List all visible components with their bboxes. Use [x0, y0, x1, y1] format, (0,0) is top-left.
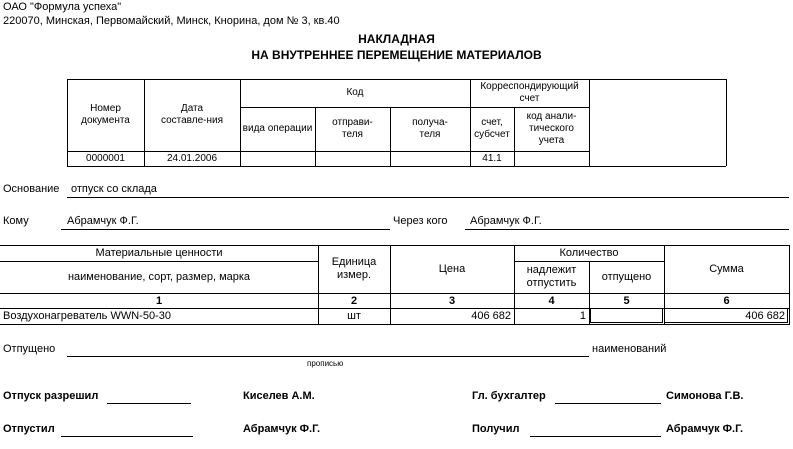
account-value: 41.1 [482, 152, 502, 164]
corr-account-label: Корреспондирующий счет [480, 81, 579, 104]
col-number-4: 4 [548, 294, 555, 307]
date-label: Дата составле-ния [160, 103, 224, 126]
doc-title-line1: НАКЛАДНАЯ [358, 32, 435, 46]
to-value: Абрамчук Ф.Г. [67, 215, 139, 227]
allowed-name: Киселев А.М. [243, 390, 315, 402]
org-address: 220070, Минская, Первомайский, Минск, Кнорина, дом № 3, кв.40 [3, 15, 340, 27]
date-value: 24.01.2006 [166, 152, 218, 164]
sender-label: отправи-теля [332, 117, 373, 140]
receiver-label: получа-теля [412, 117, 448, 140]
received-label: Получил [472, 423, 520, 435]
via-value: Абрамчук Ф.Г. [470, 215, 542, 227]
name-label: наименование, сорт, размер, марка [67, 271, 251, 283]
released-hint: прописью [307, 359, 344, 368]
org-name: ОАО "Формула успеха" [3, 1, 122, 13]
analytic-code-label: код анали-тического учета [526, 111, 577, 146]
released-total-label: Отпущено [3, 343, 56, 355]
basis-label: Основание [3, 183, 60, 195]
operation-type-label: вида операции [242, 123, 313, 134]
chief-accountant-signature-line [555, 403, 661, 404]
sum-label: Сумма [709, 263, 744, 275]
code-label: Код [346, 87, 364, 98]
material-label: Материальные ценности [95, 247, 223, 259]
quantity-label: Количество [559, 247, 619, 259]
allowed-signature-line [107, 403, 191, 404]
col-number-1: 1 [155, 294, 163, 307]
allowed-label: Отпуск разрешил [3, 390, 99, 402]
col-number-6: 6 [723, 294, 730, 307]
received-signature-line [530, 436, 661, 437]
doc-number-label: Номер документа [81, 103, 130, 126]
chief-accountant-label: Гл. бухгалтер [472, 390, 546, 402]
unit-label: Единица измер. [331, 256, 377, 281]
doc-number-value: 0000001 [86, 152, 125, 164]
chief-accountant-name: Симонова Г.В. [666, 390, 744, 402]
to-label: Кому [3, 215, 29, 227]
item-name: Воздухонагреватель WWN-50-30 [3, 310, 171, 322]
doc-title-line2: НА ВНУТРЕННЕЕ ПЕРЕМЕЩЕНИЕ МАТЕРИАЛОВ [251, 48, 542, 62]
item-price: 406 682 [471, 310, 511, 322]
received-name: Абрамчук Ф.Г. [666, 423, 743, 435]
due-label: надлежит отпустить [526, 264, 577, 289]
basis-value: отпуск со склада [71, 183, 157, 195]
price-label: Цена [438, 263, 466, 275]
via-label: Через кого [393, 215, 448, 227]
released-by-label: Отпустил [3, 423, 55, 435]
released-by-signature-line [61, 436, 193, 437]
col-number-5: 5 [623, 294, 630, 307]
released-label: отпущено [601, 271, 652, 283]
item-unit: шт [347, 310, 361, 322]
item-due: 1 [579, 310, 586, 322]
col-number-2: 2 [350, 294, 358, 307]
released-suffix: наименований [592, 343, 667, 355]
released-by-name: Абрамчук Ф.Г. [243, 423, 320, 435]
item-released-cell[interactable] [590, 308, 663, 323]
item-sum: 406 682 [745, 309, 785, 322]
account-label: счет, субсчет [474, 117, 510, 140]
col-number-3: 3 [448, 294, 456, 307]
